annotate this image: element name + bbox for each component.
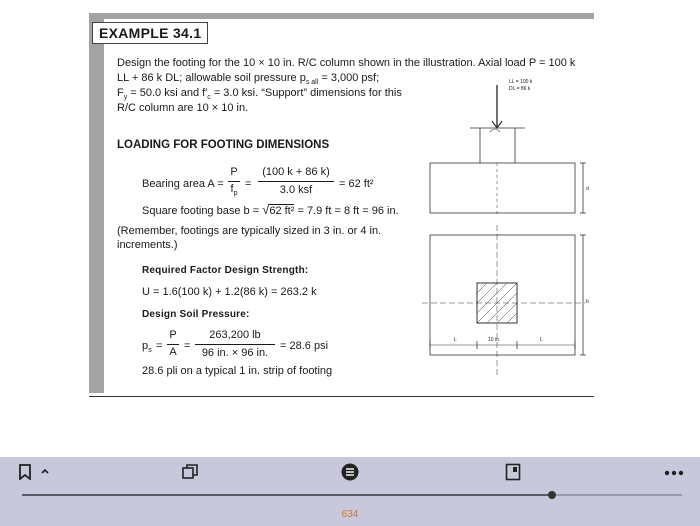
bearing-frac1-bar <box>228 181 240 182</box>
page-layout-icon[interactable] <box>505 463 521 481</box>
ps-frac1-num: P <box>169 329 177 341</box>
bearing-result: = 62 ft² <box>339 178 374 190</box>
square-line-post: = 7.9 ft = 8 ft = 96 in. <box>297 205 399 217</box>
b-dimension-label: b <box>586 299 589 305</box>
ps-label <box>142 340 152 357</box>
radical-icon: √ <box>262 202 270 217</box>
page-number: 634 <box>341 509 359 520</box>
remember-line-1: (Remember, footings are typically sized in 3 in. or 4 in. <box>117 225 382 237</box>
example-title: EXAMPLE 34.1 <box>92 22 208 44</box>
intro-line-3-sub-y: y <box>123 94 128 102</box>
more-options-icon[interactable] <box>664 470 684 476</box>
bookmark-icon[interactable] <box>18 464 32 480</box>
square-line-radicand: 62 ft² <box>269 205 295 217</box>
column-width-label: 10 in. <box>488 337 501 343</box>
page-slider-thumb[interactable] <box>548 491 556 499</box>
l-label-right: L <box>540 337 543 343</box>
ps-result: = 28.6 psi <box>280 340 329 352</box>
soil-pressure-heading: Design Soil Pressure: <box>142 309 250 320</box>
column-elevation <box>470 85 525 163</box>
required-equation: U = 1.6(100 k) + 1.2(86 k) = 263.2 k <box>142 286 317 298</box>
intro-line-1: Design the footing for the 10 × 10 in. R/C column shown in the illustration. Axial load P = 100 k <box>117 57 576 69</box>
bearing-frac2-den: 3.0 ksf <box>279 184 313 196</box>
required-heading: Required Factor Design Strength: <box>142 265 309 276</box>
chevron-up-icon[interactable] <box>40 467 50 475</box>
square-line-pre: Square footing base b = <box>142 205 260 217</box>
ps-frac2-bar <box>195 344 275 345</box>
ps-frac1-bar <box>167 344 179 345</box>
intro-line-3-end: = 3.0 ksi. “Support” dimensions for this <box>210 87 402 99</box>
intro-line-3-rest: = 50.0 ksi and f′ <box>127 87 208 99</box>
section-heading: LOADING FOR FOOTING DIMENSIONS <box>117 139 330 151</box>
page-slider-fill <box>22 494 552 496</box>
intro-line-3-text: F <box>117 87 124 99</box>
footing-section <box>430 163 586 215</box>
bearing-frac1-den-sub: p <box>233 190 238 198</box>
ps-label-p: p <box>142 340 149 352</box>
bearing-eq-sign: = <box>245 178 252 190</box>
ps-frac2-den: 96 in. × 96 in. <box>201 347 269 359</box>
remember-line-2: increments.) <box>117 239 178 251</box>
ps-frac2-num: 263,200 lb <box>209 329 261 341</box>
ps-eq-sign-1: = <box>156 340 163 352</box>
bearing-frac2-bar <box>258 181 334 182</box>
ll-label: LL = 100 k <box>509 79 533 85</box>
ps-eq-sign-2: = <box>184 340 191 352</box>
intro-line-3-sub-c: c <box>207 94 211 102</box>
bearing-label: Bearing area A = <box>142 178 224 190</box>
page-bottom-rule <box>89 396 594 397</box>
copy-pages-icon[interactable] <box>181 464 199 480</box>
intro-line-2-text: LL + 86 k DL; allowable soil pressure p <box>117 72 306 84</box>
page-side-bar <box>89 19 104 393</box>
bearing-frac1-den <box>228 183 240 197</box>
intro-line-2-rest: = 3,000 psf; <box>318 72 380 84</box>
bearing-frac1-num: P <box>230 166 238 178</box>
d-dimension-label: d <box>586 186 589 192</box>
intro-line-2-sub: s all <box>305 79 319 87</box>
footing-diagram <box>420 75 600 385</box>
footing-plan <box>422 225 586 375</box>
dl-label: DL = 86 k <box>509 86 531 92</box>
intro-line-4: R/C column are 10 × 10 in. <box>117 102 249 114</box>
ps-frac1-den: A <box>169 346 177 358</box>
l-label-left: L <box>454 337 457 343</box>
bearing-frac1-den-f: f <box>230 183 234 195</box>
square-footing-line <box>142 203 399 218</box>
ps-label-sub: s <box>148 347 152 355</box>
page-top-bar <box>89 13 594 19</box>
pli-line: 28.6 pli on a typical 1 in. strip of footing <box>142 365 333 377</box>
menu-list-icon[interactable] <box>341 463 359 481</box>
bearing-frac2-num: (100 k + 86 k) <box>262 166 330 178</box>
